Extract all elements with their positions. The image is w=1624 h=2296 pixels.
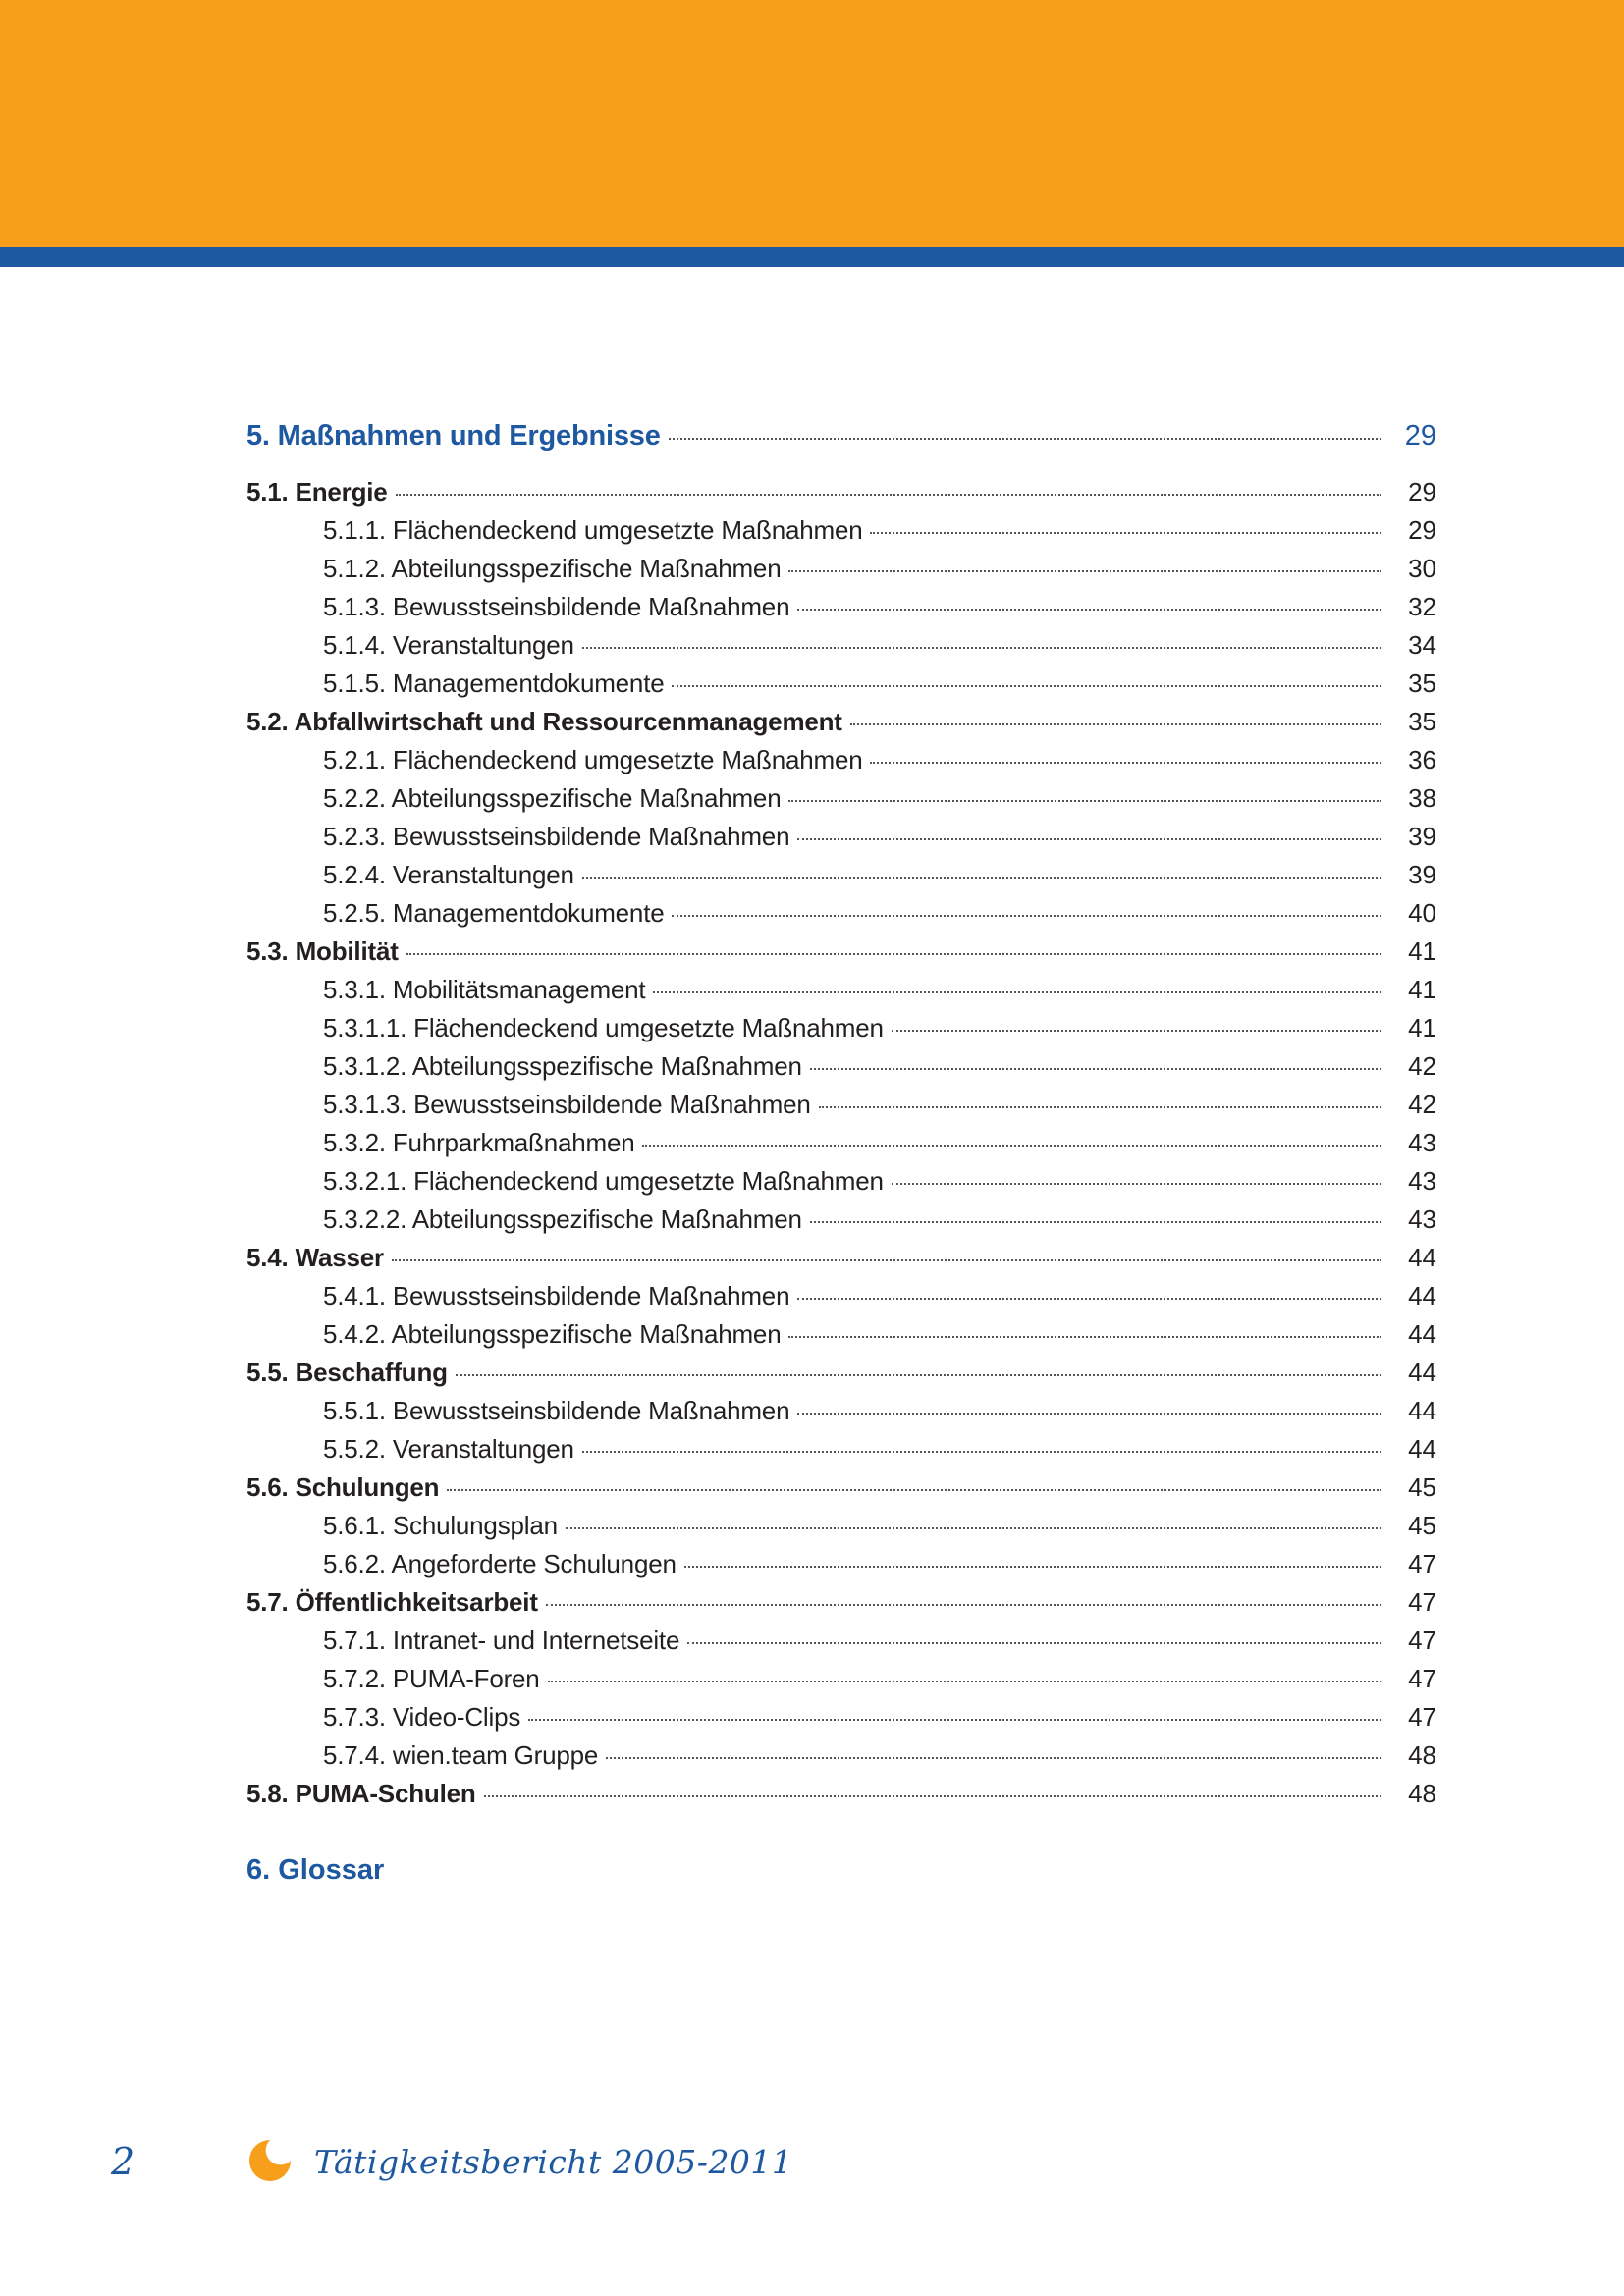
toc-entry-label: 5.4.2. Abteilungsspezifische Maßnahmen xyxy=(323,1319,782,1349)
toc-entry-label: 5.6.2. Angeforderte Schulungen xyxy=(323,1549,677,1578)
toc-dot-leader xyxy=(456,1373,1381,1376)
toc-entry[interactable] xyxy=(246,1319,1436,1358)
toc-dot-leader xyxy=(797,1412,1381,1415)
toc-entry-label: 5.7.1. Intranet- und Internetseite xyxy=(323,1626,680,1655)
toc-entry-page: 42 xyxy=(1408,1051,1436,1081)
toc-dot-leader xyxy=(606,1756,1381,1759)
toc-entry[interactable] xyxy=(246,554,1436,592)
toc-dot-leader xyxy=(788,569,1381,572)
toc-entry[interactable] xyxy=(246,1128,1436,1166)
toc-entry[interactable] xyxy=(246,936,1436,975)
toc-entry-page: 48 xyxy=(1408,1779,1436,1808)
toc-entry[interactable] xyxy=(246,477,1436,515)
toc-entry-page: 48 xyxy=(1408,1740,1436,1770)
toc-entry-label: 5.1.3. Bewusstseinsbildende Maßnahmen xyxy=(323,592,790,621)
toc-entry-label: 5.1. Energie xyxy=(246,477,388,507)
toc-dot-leader xyxy=(687,1641,1381,1644)
toc-dot-leader xyxy=(566,1526,1381,1529)
toc-entry-page: 43 xyxy=(1408,1204,1436,1234)
toc-entry[interactable] xyxy=(246,1664,1436,1702)
toc-entry[interactable] xyxy=(246,1702,1436,1740)
toc-entry[interactable] xyxy=(246,1243,1436,1281)
toc-entry-page: 39 xyxy=(1408,860,1436,889)
toc-entry-page: 38 xyxy=(1408,783,1436,813)
toc-entry-label: 5.5. Beschaffung xyxy=(246,1358,448,1387)
toc-entry-page: 35 xyxy=(1408,707,1436,736)
toc-dot-leader xyxy=(797,608,1381,611)
toc-chapter-glossar[interactable]: 6. Glossar xyxy=(246,1854,385,1886)
toc-entry-page: 47 xyxy=(1408,1626,1436,1655)
toc-entry-label: 5.2. Abfallwirtschaft und Ressourcenmanagement xyxy=(246,707,842,736)
toc-entry-label: 5.3.2.1. Flächendeckend umgesetzte Maßnahmen xyxy=(323,1166,884,1196)
toc-dot-leader xyxy=(582,876,1381,879)
toc-entry-page: 44 xyxy=(1408,1434,1436,1464)
toc-entry-label: 5.7.3. Video-Clips xyxy=(323,1702,521,1732)
toc-entry-page: 41 xyxy=(1408,1013,1436,1042)
toc-dot-leader xyxy=(850,722,1381,725)
toc-entry-label: 5.5.2. Veranstaltungen xyxy=(323,1434,574,1464)
toc-entry[interactable] xyxy=(246,1166,1436,1204)
toc-entry-label: 5.2.4. Veranstaltungen xyxy=(323,860,574,889)
toc-entry-page: 44 xyxy=(1408,1281,1436,1310)
toc-entry-page: 44 xyxy=(1408,1319,1436,1349)
toc-entry-page: 47 xyxy=(1408,1702,1436,1732)
toc-dot-leader xyxy=(672,914,1381,917)
toc-entry-label: 5.7.2. PUMA-Foren xyxy=(323,1664,540,1693)
toc-entry-page: 39 xyxy=(1408,822,1436,851)
toc-entry[interactable] xyxy=(246,1281,1436,1319)
toc-entry-page: 44 xyxy=(1408,1396,1436,1425)
toc-dot-leader xyxy=(406,952,1381,955)
toc-entry-page: 45 xyxy=(1408,1511,1436,1540)
toc-entry-page: 43 xyxy=(1408,1166,1436,1196)
toc-dot-leader xyxy=(484,1794,1381,1797)
toc-dot-leader xyxy=(392,1258,1381,1261)
toc-entry[interactable] xyxy=(246,1740,1436,1779)
toc-entry[interactable] xyxy=(246,1626,1436,1664)
toc-entry[interactable] xyxy=(246,1434,1436,1472)
toc-entry-page: 47 xyxy=(1408,1664,1436,1693)
toc-entry-label: 5.5.1. Bewusstseinsbildende Maßnahmen xyxy=(323,1396,790,1425)
toc-entry-page: 32 xyxy=(1408,592,1436,621)
toc-entry-label: 5.3.1. Mobilitätsmanagement xyxy=(323,975,646,1004)
toc-entry[interactable] xyxy=(246,707,1436,745)
toc-entry-label: 5.1.4. Veranstaltungen xyxy=(323,630,574,660)
toc-entry[interactable] xyxy=(246,1204,1436,1243)
toc-dot-leader xyxy=(788,799,1381,802)
toc-dot-leader xyxy=(396,493,1381,496)
moon-logo-icon xyxy=(245,2136,295,2185)
toc-entry-label: 5.6.1. Schulungsplan xyxy=(323,1511,558,1540)
toc-entry-label: 5.3.1.3. Bewusstseinsbildende Maßnahmen xyxy=(323,1090,811,1119)
toc-dot-leader xyxy=(810,1067,1381,1070)
toc-entry[interactable] xyxy=(246,515,1436,554)
toc-dot-leader xyxy=(819,1105,1381,1108)
toc-dot-leader xyxy=(669,437,1381,440)
toc-entry-page: 44 xyxy=(1408,1243,1436,1272)
toc-entry-label: 5.3.1.1. Flächendeckend umgesetzte Maßnahmen xyxy=(323,1013,884,1042)
toc-entry-page: 45 xyxy=(1408,1472,1436,1502)
toc-entry[interactable] xyxy=(246,630,1436,668)
toc-entry-page: 47 xyxy=(1408,1587,1436,1617)
toc-entry-label: 5.3.1.2. Abteilungsspezifische Maßnahmen xyxy=(323,1051,802,1081)
toc-entry[interactable] xyxy=(246,420,1436,458)
toc-dot-leader xyxy=(642,1144,1381,1147)
toc-entry-label: 5.6. Schulungen xyxy=(246,1472,440,1502)
toc-dot-leader xyxy=(788,1335,1381,1338)
toc-entry-label: 5. Maßnahmen und Ergebnisse xyxy=(246,420,661,452)
toc-dot-leader xyxy=(546,1603,1381,1606)
toc-entry-page: 43 xyxy=(1408,1128,1436,1157)
toc-entry-label: 5.8. PUMA-Schulen xyxy=(246,1779,476,1808)
toc-dot-leader xyxy=(870,761,1381,764)
toc-entry[interactable] xyxy=(246,592,1436,630)
toc-dot-leader xyxy=(684,1565,1381,1568)
toc-entry-label: 5.4. Wasser xyxy=(246,1243,384,1272)
toc-entry[interactable] xyxy=(246,745,1436,783)
toc-dot-leader xyxy=(870,531,1381,534)
toc-entry[interactable] xyxy=(246,898,1436,936)
toc-entry-page: 44 xyxy=(1408,1358,1436,1387)
toc-entry-label: 5.1.1. Flächendeckend umgesetzte Maßnahmen xyxy=(323,515,863,545)
toc-entry[interactable] xyxy=(246,1511,1436,1549)
toc-entry-page: 29 xyxy=(1408,477,1436,507)
toc-entry-label: 5.4.1. Bewusstseinsbildende Maßnahmen xyxy=(323,1281,790,1310)
toc-entry[interactable] xyxy=(246,975,1436,1013)
toc-entry-page: 29 xyxy=(1404,420,1436,452)
toc-dot-leader xyxy=(892,1029,1381,1032)
toc-entry-label: 5.2.5. Managementdokumente xyxy=(323,898,665,928)
toc-entry-page: 29 xyxy=(1408,515,1436,545)
toc-dot-leader xyxy=(672,684,1381,687)
toc-entry-label: 5.3. Mobilität xyxy=(246,936,399,966)
toc-entry-label: 5.2.1. Flächendeckend umgesetzte Maßnahmen xyxy=(323,745,863,774)
toc-dot-leader xyxy=(797,837,1381,840)
toc-dot-leader xyxy=(447,1488,1381,1491)
toc-entry-page: 34 xyxy=(1408,630,1436,660)
toc-entry-page: 40 xyxy=(1408,898,1436,928)
toc-entry-page: 41 xyxy=(1408,975,1436,1004)
toc-dot-leader xyxy=(810,1220,1381,1223)
toc-dot-leader xyxy=(797,1297,1381,1300)
toc-entry[interactable] xyxy=(246,783,1436,822)
toc-entry-page: 47 xyxy=(1408,1549,1436,1578)
toc-dot-leader xyxy=(582,646,1381,649)
toc-entry[interactable] xyxy=(246,1013,1436,1051)
toc-entry[interactable] xyxy=(246,1779,1436,1817)
toc-entry[interactable] xyxy=(246,1090,1436,1128)
toc-entry-label: 5.3.2.2. Abteilungsspezifische Maßnahmen xyxy=(323,1204,802,1234)
toc-dot-leader xyxy=(653,990,1381,993)
toc-entry-page: 30 xyxy=(1408,554,1436,583)
toc-entry-label: 5.1.2. Abteilungsspezifische Maßnahmen xyxy=(323,554,782,583)
toc-dot-leader xyxy=(528,1718,1381,1721)
toc-entry-label: 5.2.2. Abteilungsspezifische Maßnahmen xyxy=(323,783,782,813)
toc-entry[interactable] xyxy=(246,1051,1436,1090)
toc-dot-leader xyxy=(892,1182,1381,1185)
footer-page-number: 2 xyxy=(111,2140,135,2183)
header-orange-band xyxy=(0,0,1624,247)
toc-entry[interactable] xyxy=(246,1472,1436,1511)
toc-entry-label: 5.1.5. Managementdokumente xyxy=(323,668,665,698)
toc-entry-page: 41 xyxy=(1408,936,1436,966)
toc-entry-label: 5.7.4. wien.team Gruppe xyxy=(323,1740,599,1770)
toc-entry-label: 5.3.2. Fuhrparkmaßnahmen xyxy=(323,1128,635,1157)
toc-entry[interactable] xyxy=(246,1587,1436,1626)
toc-entry[interactable] xyxy=(246,1396,1436,1434)
toc-entry-label: 5.7. Öffentlichkeitsarbeit xyxy=(246,1587,538,1617)
toc-entry[interactable] xyxy=(246,860,1436,898)
toc-entry-page: 36 xyxy=(1408,745,1436,774)
toc-dot-leader xyxy=(582,1450,1381,1453)
toc-entry[interactable] xyxy=(246,1358,1436,1396)
header-blue-stripe xyxy=(0,247,1624,267)
toc-entry-page: 42 xyxy=(1408,1090,1436,1119)
toc-entry[interactable] xyxy=(246,668,1436,707)
toc-entry-label: 5.2.3. Bewusstseinsbildende Maßnahmen xyxy=(323,822,790,851)
footer-report-title: Tätigkeitsbericht 2005-2011 xyxy=(314,2143,793,2181)
toc-dot-leader xyxy=(548,1680,1381,1682)
toc-entry[interactable] xyxy=(246,1549,1436,1587)
toc-entry[interactable] xyxy=(246,822,1436,860)
toc-entry-page: 35 xyxy=(1408,668,1436,698)
